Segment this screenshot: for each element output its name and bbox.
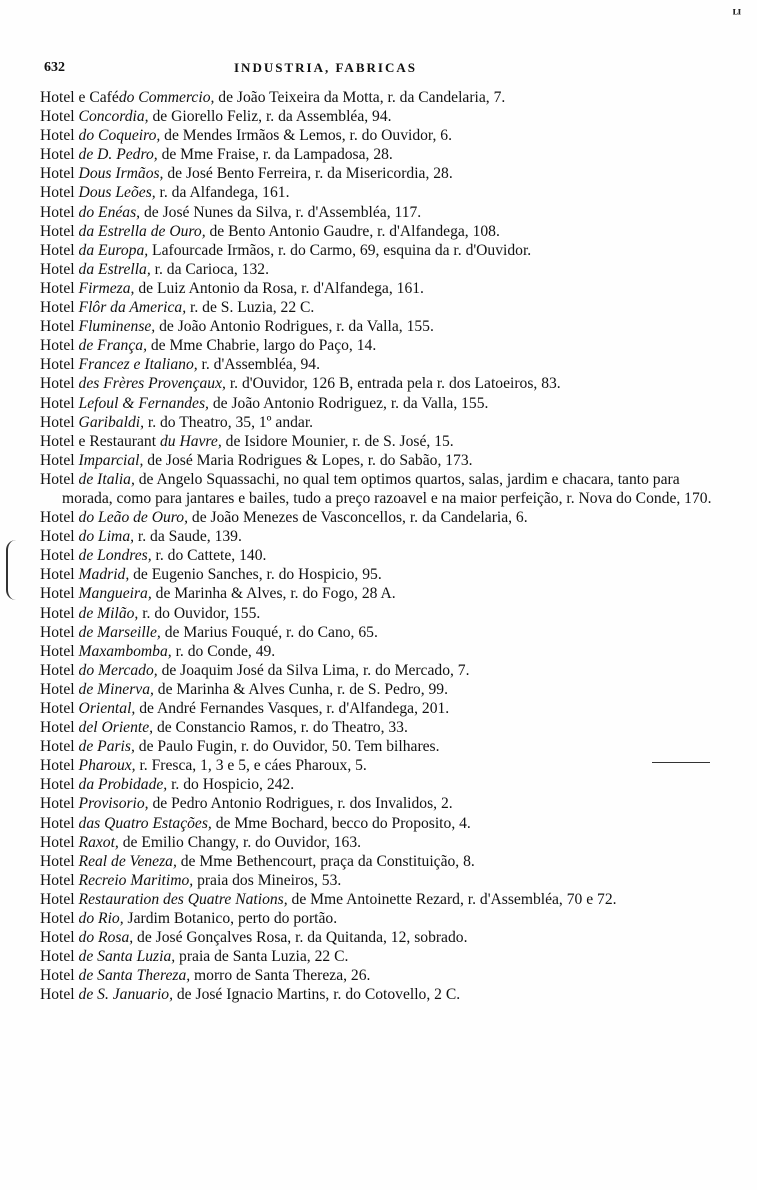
entry-name: das Quatro Estações, [74, 814, 212, 832]
listing-entry [40, 203, 720, 222]
entry-name: Lefoul & Fernandes, [74, 394, 209, 412]
entry-prefix: Hotel [40, 871, 75, 889]
hotel-listing [40, 88, 720, 1005]
entry-prefix: Hotel [40, 241, 75, 259]
entry-details: de Giorello Feliz, r. da Assembléa, 94. [148, 108, 392, 126]
entry-prefix: Hotel [40, 127, 75, 145]
entry-details: de Mme Fraise, r. da Lampadosa, 28. [157, 146, 393, 164]
listing-entry [40, 565, 720, 584]
entry-prefix: Hotel [40, 509, 75, 527]
listing-entry [40, 852, 720, 871]
entry-name: do Commercio, [118, 89, 215, 106]
entry-name: da Europa, [74, 241, 149, 259]
listing-entry [40, 623, 720, 642]
entry-name: Maxambomba, [74, 642, 172, 660]
entry-details: de José Bento Ferreira, r. da Misericordia, 28. [163, 165, 453, 183]
entry-name: du Havre, [156, 432, 222, 450]
entry-prefix: Hotel [40, 719, 75, 737]
entry-name: de S. Januario, [74, 986, 173, 1004]
entry-prefix: Hotel [40, 260, 75, 278]
entry-name: de Paris, [74, 738, 135, 756]
entry-name: Fluminense, [74, 318, 156, 336]
entry-details: r. da Alfandega, 161. [155, 184, 290, 202]
entry-prefix: Hotel [40, 547, 75, 565]
entry-details: de João Antonio Rodriguez, r. da Valla, 155. [208, 394, 489, 412]
entry-details: r. da Carioca, 132. [150, 260, 269, 278]
listing-entry [40, 775, 720, 794]
entry-details: de Marius Fouqué, r. do Cano, 65. [160, 623, 378, 641]
entry-details: Jardim Botanico, perto do portão. [123, 910, 338, 928]
listing-entry [40, 966, 720, 985]
listing-entry [40, 699, 720, 718]
listing-entry [40, 88, 720, 107]
entry-prefix: Hotel [40, 814, 75, 832]
entry-prefix: Hotel [40, 700, 75, 717]
entry-details: praia de Santa Luzia, 22 C. [175, 948, 349, 966]
entry-name: Provisorio, [74, 795, 149, 813]
entry-details: de Isidore Mounier, r. de S. José, 15. [221, 432, 454, 450]
entry-name: Concordia, [74, 108, 149, 126]
listing-entry [40, 260, 720, 279]
entry-name: des Frères Provençaux, [74, 375, 226, 393]
entry-name: de D. Pedro, [74, 146, 158, 164]
entry-name: de Santa Thereza, [74, 967, 191, 985]
entry-prefix: Hotel [40, 757, 75, 775]
entry-details: praia dos Mineiros, 53. [193, 871, 342, 889]
listing-entry [40, 527, 720, 546]
entry-prefix: Hotel [40, 833, 75, 851]
entry-name: Dous Irmãos, [74, 165, 164, 183]
entry-name: Mangueira, [74, 585, 152, 603]
entry-prefix: Hotel [40, 929, 75, 947]
listing-entry [40, 145, 720, 164]
listing-entry [40, 890, 720, 909]
listing-entry [40, 355, 720, 374]
listing-entry [40, 718, 720, 737]
entry-name: Recreio Maritimo, [74, 871, 194, 889]
running-title: INDUSTRIA, FABRICAS [234, 60, 417, 75]
entry-name: del Oriente, [74, 719, 154, 737]
entry-details: de José Gonçalves Rosa, r. da Quitanda, 12, sobrado. [133, 929, 468, 947]
margin-bracket-mark [6, 540, 22, 600]
listing-entry [40, 985, 720, 1004]
entry-prefix: Hotel e Restaurant [40, 432, 157, 450]
entry-prefix: Hotel [40, 604, 75, 622]
entry-prefix: Hotel [40, 661, 75, 679]
entry-prefix: Hotel [40, 108, 75, 126]
entry-prefix: Hotel [40, 986, 75, 1004]
entry-details: de Paulo Fugin, r. do Ouvidor, 50. Tem bilhares. [134, 738, 440, 756]
listing-entry [40, 947, 720, 966]
listing-entry [40, 451, 720, 470]
listing-entry [40, 737, 720, 756]
entry-details: de Mendes Irmãos & Lemos, r. do Ouvidor, 6. [160, 127, 452, 145]
listing-entry [40, 546, 720, 565]
entry-name: Francez e Italiano, [74, 356, 198, 374]
listing-entry [40, 413, 720, 432]
entry-details: r. de S. Luzia, 22 C. [186, 299, 315, 317]
entry-prefix: Hotel [40, 967, 75, 985]
entry-name: do Lima, [74, 528, 135, 546]
listing-entry [40, 279, 720, 298]
entry-prefix: Hotel [40, 413, 75, 431]
entry-prefix: Hotel [40, 470, 75, 488]
entry-name: do Leão de Ouro, [74, 509, 188, 527]
entry-prefix: Hotel [40, 890, 75, 908]
entry-details: de José Maria Rodrigues & Lopes, r. do Sabão, 173. [143, 451, 473, 469]
listing-entry [40, 432, 720, 451]
entry-details: de José Ignacio Martins, r. do Cotovello, 2 C. [172, 986, 461, 1004]
entry-details: de José Nunes da Silva, r. d'Assembléa, 117. [140, 203, 422, 221]
entry-prefix: Hotel [40, 318, 75, 336]
entry-prefix: Hotel [40, 795, 75, 813]
entry-prefix: Hotel [40, 566, 75, 584]
entry-details: de João Teixeira da Motta, r. da Candelaria, 7. [214, 89, 506, 106]
entry-name: Oriental, [74, 700, 136, 717]
entry-prefix: Hotel [40, 337, 75, 355]
entry-name: do Rosa, [74, 929, 134, 947]
listing-entry [40, 642, 720, 661]
entry-details: de Eugenio Sanches, r. do Hospicio, 95. [129, 566, 382, 584]
listing-entry [40, 126, 720, 145]
entry-prefix: Hotel [40, 738, 75, 756]
entry-details: r. d'Ouvidor, 126 B, entrada pela r. dos Latoeiros, 83. [225, 375, 561, 393]
entry-name: Dous Leões, [74, 184, 156, 202]
entry-prefix: Hotel [40, 948, 75, 966]
entry-details: de João Antonio Rodrigues, r. da Valla, 155. [155, 318, 434, 336]
entry-details: r. do Ouvidor, 155. [138, 604, 261, 622]
entry-prefix: Hotel [40, 394, 75, 412]
entry-name: Imparcial, [74, 451, 144, 469]
entry-details: de Emilio Changy, r. do Ouvidor, 163. [118, 833, 362, 851]
listing-entry [40, 317, 720, 336]
entry-name: da Estrella de Ouro, [74, 222, 206, 240]
entry-prefix: Hotel [40, 585, 75, 603]
entry-name: Firmeza, [74, 279, 135, 297]
entry-name: Garibaldi, [74, 413, 144, 431]
entry-name: Raxot, [74, 833, 119, 851]
entry-name: de Minerva, [74, 680, 154, 698]
entry-details: morro de Santa Thereza, 26. [190, 967, 371, 985]
entry-name: de Italia, [74, 470, 135, 488]
entry-prefix: Hotel [40, 852, 75, 870]
listing-entry [40, 107, 720, 126]
entry-details: de Angelo Squassachi, no qual tem optimos quartos, salas, jardim e chacara, tanto para morada, como para jantares e bailes, tudo a preço razoavel e na maior perfeição, r. Nova do Conde, 170. [62, 470, 712, 507]
entry-details: de Constancio Ramos, r. do Theatro, 33. [153, 719, 408, 737]
entry-name: de Milão, [74, 604, 139, 622]
entry-details: r. Fresca, 1, 3 e 5, e cáes Pharoux, 5. [135, 757, 367, 775]
listing-entry [40, 794, 720, 813]
entry-prefix: Hotel [40, 623, 75, 641]
entry-prefix: Hotel [40, 165, 75, 183]
entry-details: de Mme Antoinette Rezard, r. d'Assembléa, 70 e 72. [287, 890, 617, 908]
listing-entry [40, 183, 720, 202]
entry-prefix: Hotel e Café [40, 89, 119, 106]
entry-details: r. do Cattete, 140. [151, 547, 267, 565]
listing-entry [40, 833, 720, 852]
entry-name: Flôr da America, [74, 299, 187, 317]
listing-entry [40, 680, 720, 699]
entry-details: de Marinha & Alves Cunha, r. de S. Pedro, 99. [153, 680, 448, 698]
listing-entry [40, 298, 720, 317]
entry-prefix: Hotel [40, 203, 75, 221]
entry-details: Lafourcade Irmãos, r. do Carmo, 69, esquina da r. d'Ouvidor. [148, 241, 532, 259]
entry-prefix: Hotel [40, 910, 75, 928]
entry-details: de Mme Bochard, becco do Proposito, 4. [211, 814, 471, 832]
entry-prefix: Hotel [40, 375, 75, 393]
entry-name: Pharoux, [74, 757, 136, 775]
listing-entry [40, 394, 720, 413]
listing-entry [40, 508, 720, 527]
entry-details: de Bento Antonio Gaudre, r. d'Alfandega, 108. [205, 222, 500, 240]
listing-entry [40, 604, 720, 623]
corner-mark: ᴸᴵ [732, 6, 741, 21]
entry-details: de Marinha & Alves, r. do Fogo, 28 A. [151, 585, 396, 603]
entry-prefix: Hotel [40, 356, 75, 374]
entry-prefix: Hotel [40, 451, 75, 469]
entry-name: da Estrella, [74, 260, 151, 278]
listing-entry [40, 241, 720, 260]
entry-prefix: Hotel [40, 299, 75, 317]
entry-details: de Joaquim José da Silva Lima, r. do Mercado, 7. [157, 661, 470, 679]
listing-entry [40, 584, 720, 603]
entry-name: de Londres, [74, 547, 152, 565]
entry-name: Restauration des Quatre Nations, [74, 890, 288, 908]
listing-entry [40, 336, 720, 355]
entry-name: de Marseille, [74, 623, 161, 641]
listing-entry [40, 909, 720, 928]
entry-prefix: Hotel [40, 642, 75, 660]
entry-details: r. do Hospicio, 242. [167, 776, 295, 794]
page-header [44, 60, 704, 84]
entry-prefix: Hotel [40, 279, 75, 297]
listing-entry [40, 814, 720, 833]
listing-entry [40, 928, 720, 947]
entry-details: de Pedro Antonio Rodrigues, r. dos Invalidos, 2. [148, 795, 453, 813]
entry-name: da Probidade, [74, 776, 168, 794]
entry-details: de João Menezes de Vasconcellos, r. da Candelaria, 6. [188, 509, 528, 527]
entry-name: do Mercado, [74, 661, 158, 679]
entry-name: de França, [74, 337, 147, 355]
listing-entry [40, 871, 720, 890]
entry-prefix: Hotel [40, 680, 75, 698]
listing-entry [40, 661, 720, 680]
entry-details: r. d'Assembléa, 94. [197, 356, 320, 374]
listing-entry [40, 164, 720, 183]
listing-entry [40, 756, 720, 775]
page-number: 632 [44, 60, 65, 75]
listing-entry [40, 222, 720, 241]
listing-entry [40, 470, 720, 508]
entry-prefix: Hotel [40, 222, 75, 240]
entry-name: Madrid, [74, 566, 130, 584]
entry-name: de Santa Luzia, [74, 948, 176, 966]
entry-details: de Mme Chabrie, largo do Paço, 14. [146, 337, 377, 355]
entry-prefix: Hotel [40, 528, 75, 546]
entry-name: do Coqueiro, [74, 127, 161, 145]
entry-details: r. da Saude, 139. [134, 528, 242, 546]
entry-details: r. do Theatro, 35, 1º andar. [143, 413, 314, 431]
entry-prefix: Hotel [40, 184, 75, 202]
entry-details: de André Fernandes Vasques, r. d'Alfandega, 201. [135, 700, 450, 717]
entry-name: do Enéas, [74, 203, 141, 221]
entry-details: de Mme Bethencourt, praça da Constituição, 8. [176, 852, 475, 870]
entry-name: Real de Veneza, [74, 852, 177, 870]
entry-prefix: Hotel [40, 776, 75, 794]
listing-entry [40, 374, 720, 393]
entry-name: do Rio, [74, 910, 124, 928]
entry-details: de Luiz Antonio da Rosa, r. d'Alfandega, 161. [134, 279, 424, 297]
entry-details: r. do Conde, 49. [171, 642, 276, 660]
entry-prefix: Hotel [40, 146, 75, 164]
